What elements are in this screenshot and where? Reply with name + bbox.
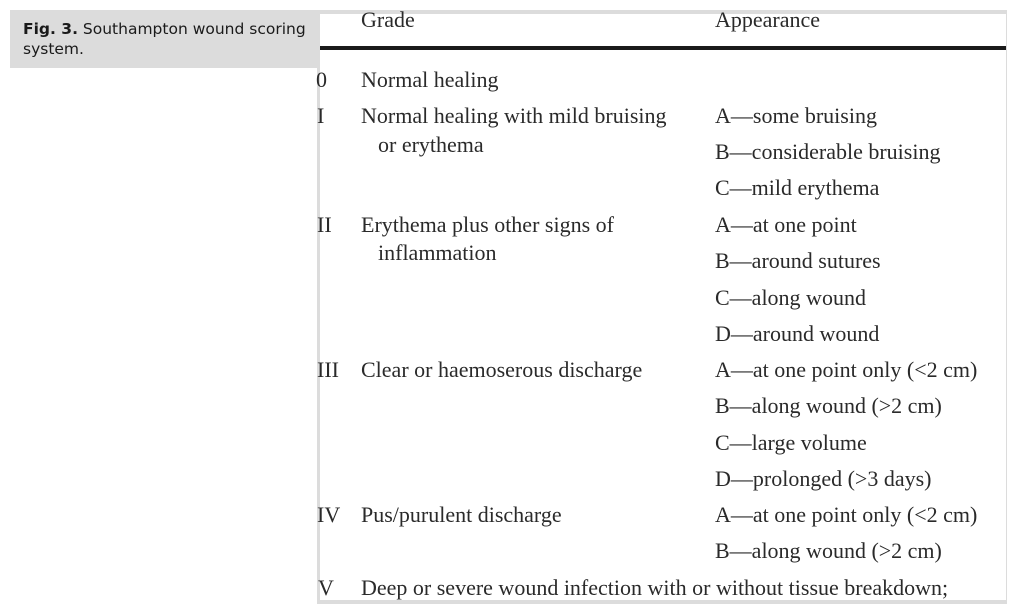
row-1-appearance-b: B—considerable bruising [715, 139, 941, 164]
scoring-table [316, 7, 1006, 600]
row-5-grade: Deep or severe wound infection with or without tissue breakdown; [361, 575, 949, 600]
row-1-grade-line-1: Normal healing with mild bruising [361, 103, 667, 128]
row-3-appearance-c: C—large volume [715, 430, 867, 455]
row-1-appearance-c: C—mild erythema [715, 175, 880, 200]
header-appearance: Appearance [715, 7, 821, 32]
row-1-appearance-a: A—some bruising [715, 103, 877, 128]
figure-caption-text: Southampton wound scoring system. [23, 20, 306, 58]
row-2-appearance-a: A—at one point [715, 212, 857, 237]
row-3-appearance-a: A—at one point only (<2 cm) [715, 357, 978, 382]
row-4-appearance-a: A—at one point only (<2 cm) [715, 502, 978, 527]
figure-caption [23, 19, 313, 59]
row-1-numeral: I [317, 103, 325, 128]
row-4-grade: Pus/purulent discharge [361, 502, 562, 527]
row-0-numeral: 0 [316, 67, 327, 92]
row-2-appearance-d: D—around wound [715, 321, 880, 346]
row-5-numeral: V [318, 575, 334, 600]
row-3-numeral: III [317, 357, 339, 382]
row-1-grade-line-2: or erythema [378, 132, 484, 157]
row-4-numeral: IV [317, 502, 341, 527]
row-2-grade-line-1: Erythema plus other signs of [361, 212, 614, 237]
row-3-appearance-b: B—along wound (>2 cm) [715, 393, 942, 418]
row-0-grade: Normal healing [361, 67, 499, 92]
row-3-appearance-d: D—prolonged (>3 days) [715, 466, 932, 491]
header-grade: Grade [361, 7, 415, 32]
header-rule [320, 46, 1006, 50]
row-4-appearance-b: B—along wound (>2 cm) [715, 538, 942, 563]
row-2-grade-line-2: inflammation [378, 240, 497, 265]
row-3-grade: Clear or haemoserous discharge [361, 357, 643, 382]
figure-label: Fig. 3. [23, 20, 78, 38]
row-2-numeral: II [317, 212, 332, 237]
row-2-appearance-c: C—along wound [715, 285, 866, 310]
row-2-appearance-b: B—around sutures [715, 248, 881, 273]
